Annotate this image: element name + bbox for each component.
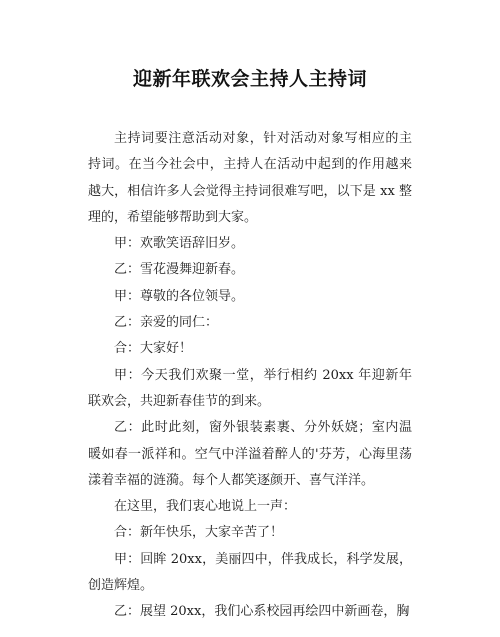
dialogue-line: 乙：雪花漫舞迎新春。 — [114, 262, 245, 278]
document-body — [88, 126, 412, 626]
dialogue-line: 乙：此时此刻，窗外银装素裹、分外妖娆；室内温暖如春一派祥和。空气中洋溢着醉人的'芬芳，心海里荡漾着幸福的涟漪。每个人都笑逐颜开、喜气洋洋。 — [88, 420, 412, 488]
dialogue-line: 甲：尊敬的各位领导。 — [114, 288, 245, 304]
dialogue-line: 合：大家好！ — [114, 341, 193, 357]
intro-paragraph: 主持词要注意活动对象，针对活动对象写相应的主持词。在当今社会中，主持人在活动中起到的作用越来越大，相信许多人会觉得主持词很难写吧，以下是 xx 整理的，希望能够帮助到大家。 — [88, 131, 412, 225]
dialogue-line: 乙：亲爱的同仁： — [114, 315, 219, 331]
dialogue-line: 合：新年快乐，大家辛苦了！ — [114, 525, 284, 541]
dialogue-line: 甲：欢歌笑语辞旧岁。 — [114, 236, 245, 252]
document-title: 迎新年联欢会主持人主持词 — [132, 68, 367, 90]
dialogue-line: 甲：今天我们欢聚一堂，举行相约 20xx 年迎新年联欢会，共迎新春佳节的到来。 — [88, 367, 412, 409]
dialogue-line: 乙：展望 20xx，我们心系校园再绘四中新画卷，胸 — [114, 604, 410, 620]
dialogue-line: 在这里，我们衷心地说上一声： — [114, 499, 297, 515]
dialogue-line: 甲：回眸 20xx，美丽四中，伴我成长，科学发展，创造辉煌。 — [88, 551, 412, 594]
